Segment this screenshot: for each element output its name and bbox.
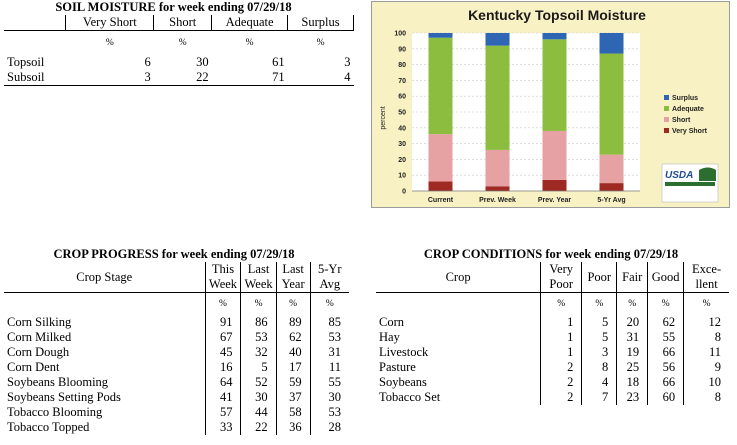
- col-header-5yr-avg: 5-Yr Avg: [317, 262, 342, 291]
- cell-value: 31: [328, 344, 341, 359]
- cell-value: 8: [714, 389, 721, 404]
- cell-value: 58: [276, 405, 310, 420]
- usda-logo-text: USDA: [665, 170, 694, 181]
- topsoil-moisture-chart: [371, 1, 730, 208]
- row-label: Tobacco Blooming: [4, 405, 205, 420]
- y-tick-label: 100: [394, 30, 406, 38]
- row-label: Livestock: [376, 345, 541, 360]
- pct-label: %: [316, 37, 325, 48]
- cell-value: 11: [708, 344, 721, 359]
- row-label: Hay: [376, 330, 541, 345]
- legend-label: Surplus: [672, 95, 699, 102]
- cell-value: 41: [205, 390, 241, 405]
- cell-value: 1: [541, 315, 582, 330]
- table-row: [4, 345, 349, 360]
- cell-value: 5: [582, 315, 617, 330]
- y-tick-label: 60: [398, 93, 406, 101]
- bar-segment-adequate: [543, 39, 567, 131]
- cell-value: 62: [276, 330, 310, 345]
- row-label: Corn: [376, 315, 541, 330]
- col-header-very-poor: Very Poor: [541, 262, 582, 293]
- cell-value: 62: [648, 315, 684, 330]
- cell-value: 2: [541, 360, 582, 375]
- table-row: [4, 360, 349, 375]
- cell-value: 66: [648, 345, 684, 360]
- legend-swatch: [664, 117, 669, 122]
- cell-value: 3: [344, 54, 351, 69]
- cell-value: 32: [241, 345, 276, 360]
- col-header-surplus: Surplus: [288, 15, 354, 31]
- chart-ylabel: percent: [380, 106, 387, 130]
- row-label: Tobacco Topped: [4, 420, 205, 435]
- cell-value: 71: [272, 69, 285, 84]
- cell-value: 5: [241, 360, 276, 375]
- cell-value: 30: [328, 389, 341, 404]
- bar-segment-surplus: [486, 33, 510, 46]
- table-row: [4, 375, 349, 390]
- bar-segment-very-short: [486, 186, 510, 191]
- row-label: Pasture: [376, 360, 541, 375]
- cell-value: 11: [328, 359, 341, 374]
- pct-label: %: [276, 293, 310, 315]
- y-tick-label: 90: [398, 46, 406, 54]
- crop-progress-table: [4, 262, 349, 435]
- row-label: Soybeans Setting Pods: [4, 390, 205, 405]
- cell-value: 59: [276, 375, 310, 390]
- cell-value: 30: [196, 54, 209, 69]
- cell-value: 2: [541, 390, 582, 405]
- col-header-last-year: Last Year: [276, 262, 310, 293]
- cell-value: 89: [276, 315, 310, 330]
- x-tick-label: 5-Yr Avg: [597, 197, 626, 204]
- chart-svg: [372, 2, 729, 207]
- bar-segment-adequate: [600, 54, 624, 155]
- x-tick-label: Prev. Week: [479, 197, 516, 204]
- pct-label: %: [648, 293, 684, 315]
- bar-segment-very-short: [600, 183, 624, 191]
- cell-value: 33: [205, 420, 241, 435]
- bar-segment-surplus: [429, 33, 453, 38]
- pct-label: %: [178, 37, 187, 48]
- legend-label: Short: [672, 117, 691, 124]
- cell-value: 1: [541, 330, 582, 345]
- row-label: Corn Milked: [4, 330, 205, 345]
- bar-segment-very-short: [429, 182, 453, 191]
- cell-value: 6: [144, 54, 151, 69]
- pct-label: %: [205, 293, 241, 315]
- cell-value: 86: [241, 315, 276, 330]
- table-row: [4, 330, 349, 345]
- col-header-last-week: Last Week: [241, 262, 276, 293]
- legend-swatch: [664, 106, 669, 111]
- table-row: [4, 405, 349, 420]
- bar-segment-very-short: [543, 180, 567, 191]
- table-row: [376, 315, 729, 330]
- crop-progress-title: CROP PROGRESS for week ending 07/29/18: [53, 247, 295, 261]
- cell-value: 31: [617, 330, 648, 345]
- cell-value: 20: [617, 315, 648, 330]
- table-row: [376, 360, 729, 375]
- table-row: [376, 345, 729, 360]
- cell-value: 12: [708, 314, 721, 329]
- pct-label: %: [241, 293, 276, 315]
- pct-label: %: [582, 293, 617, 315]
- cell-value: 30: [241, 390, 276, 405]
- table-row: [4, 315, 349, 330]
- bar-segment-short: [429, 134, 453, 181]
- cell-value: 56: [648, 360, 684, 375]
- cell-value: 61: [272, 54, 285, 69]
- cell-value: 8: [714, 329, 721, 344]
- cell-value: 4: [344, 69, 351, 84]
- cell-value: 55: [648, 330, 684, 345]
- cell-value: 16: [205, 360, 241, 375]
- bar-segment-short: [600, 155, 624, 183]
- bar-segment-surplus: [543, 33, 567, 39]
- bar-segment-adequate: [486, 46, 510, 150]
- cell-value: 57: [205, 405, 241, 420]
- cell-value: 52: [241, 375, 276, 390]
- table-row: [4, 390, 349, 405]
- cell-value: 40: [276, 345, 310, 360]
- legend-swatch: [664, 128, 669, 133]
- y-tick-label: 40: [398, 125, 406, 133]
- row-label: Subsoil: [7, 69, 45, 84]
- col-header-fair: Fair: [617, 262, 648, 293]
- pct-label: %: [617, 293, 648, 315]
- bar-segment-adequate: [429, 38, 453, 134]
- pct-label: %: [245, 37, 254, 48]
- table-row: [376, 390, 729, 405]
- cell-value: 2: [541, 375, 582, 390]
- cell-value: 17: [276, 360, 310, 375]
- y-tick-label: 10: [398, 172, 406, 180]
- table-row: [4, 55, 354, 70]
- cell-value: 60: [648, 390, 684, 405]
- cell-value: 64: [205, 375, 241, 390]
- cell-value: 53: [328, 404, 341, 419]
- row-label: Topsoil: [7, 54, 45, 69]
- cell-value: 1: [541, 345, 582, 360]
- cell-value: 44: [241, 405, 276, 420]
- cell-value: 36: [276, 420, 310, 435]
- bar-segment-short: [486, 150, 510, 186]
- table-row: [4, 70, 354, 86]
- pct-label: %: [105, 37, 114, 48]
- pct-label: %: [702, 298, 711, 309]
- cell-value: 28: [328, 419, 341, 434]
- pct-label: %: [325, 298, 334, 309]
- y-tick-label: 80: [398, 62, 406, 70]
- x-tick-label: Prev. Year: [537, 197, 572, 204]
- cell-value: 53: [241, 330, 276, 345]
- legend-label: Adequate: [672, 106, 704, 113]
- cell-value: 22: [241, 420, 276, 435]
- cell-value: 53: [328, 329, 341, 344]
- cell-value: 22: [196, 69, 209, 84]
- col-header-good: Good: [648, 262, 684, 293]
- cell-value: 45: [205, 345, 241, 360]
- row-label: Soybeans Blooming: [4, 375, 205, 390]
- usda-logo: [662, 164, 718, 202]
- col-header-this-week: This Week: [205, 262, 241, 293]
- soil-moisture-table: [4, 15, 354, 86]
- y-tick-label: 70: [398, 77, 406, 85]
- cell-value: 4: [582, 375, 617, 390]
- y-tick-label: 50: [398, 109, 406, 117]
- cell-value: 7: [582, 390, 617, 405]
- y-tick-label: 20: [398, 156, 406, 164]
- crop-conditions-table: [376, 262, 729, 405]
- row-label: Corn Dent: [4, 360, 205, 375]
- cell-value: 67: [205, 330, 241, 345]
- chart-title: Kentucky Topsoil Moisture: [468, 7, 646, 23]
- cell-value: 3: [582, 345, 617, 360]
- cell-value: 55: [328, 374, 341, 389]
- cell-value: 23: [617, 390, 648, 405]
- x-tick-label: Current: [427, 197, 454, 204]
- col-header-adequate: Adequate: [212, 15, 288, 31]
- cell-value: 9: [714, 359, 721, 374]
- cell-value: 5: [582, 330, 617, 345]
- cell-value: 18: [617, 375, 648, 390]
- crop-stage-header: Crop Stage: [4, 262, 205, 293]
- col-header-excellent: Exce- llent: [692, 262, 722, 291]
- cell-value: 37: [276, 390, 310, 405]
- soil-moisture-title: SOIL MOISTURE for week ending 07/29/18: [55, 0, 292, 14]
- row-label: Soybeans: [376, 375, 541, 390]
- col-header-poor: Poor: [582, 262, 617, 293]
- y-tick-label: 0: [402, 188, 406, 196]
- col-header-very-short: Very Short: [66, 15, 154, 31]
- cell-value: 85: [328, 314, 341, 329]
- row-label: Tobacco Set: [376, 390, 541, 405]
- cell-value: 8: [582, 360, 617, 375]
- legend-label: Very Short: [672, 128, 708, 135]
- bar-segment-short: [543, 131, 567, 180]
- cell-value: 19: [617, 345, 648, 360]
- table-row: [4, 420, 349, 435]
- col-header-short: Short: [154, 15, 212, 31]
- table-row: [376, 375, 729, 390]
- table-row: [376, 330, 729, 345]
- cell-value: 91: [205, 315, 241, 330]
- row-label: Corn Silking: [4, 315, 205, 330]
- crop-header: Crop: [376, 262, 541, 293]
- bar-segment-surplus: [600, 33, 624, 54]
- cell-value: 66: [648, 375, 684, 390]
- row-label: Corn Dough: [4, 345, 205, 360]
- cell-value: 10: [708, 374, 721, 389]
- crop-conditions-title: CROP CONDITIONS for week ending 07/29/18: [423, 247, 679, 261]
- pct-label: %: [541, 293, 582, 315]
- legend-swatch: [664, 95, 669, 100]
- cell-value: 3: [144, 69, 151, 84]
- cell-value: 25: [617, 360, 648, 375]
- y-tick-label: 30: [398, 141, 406, 149]
